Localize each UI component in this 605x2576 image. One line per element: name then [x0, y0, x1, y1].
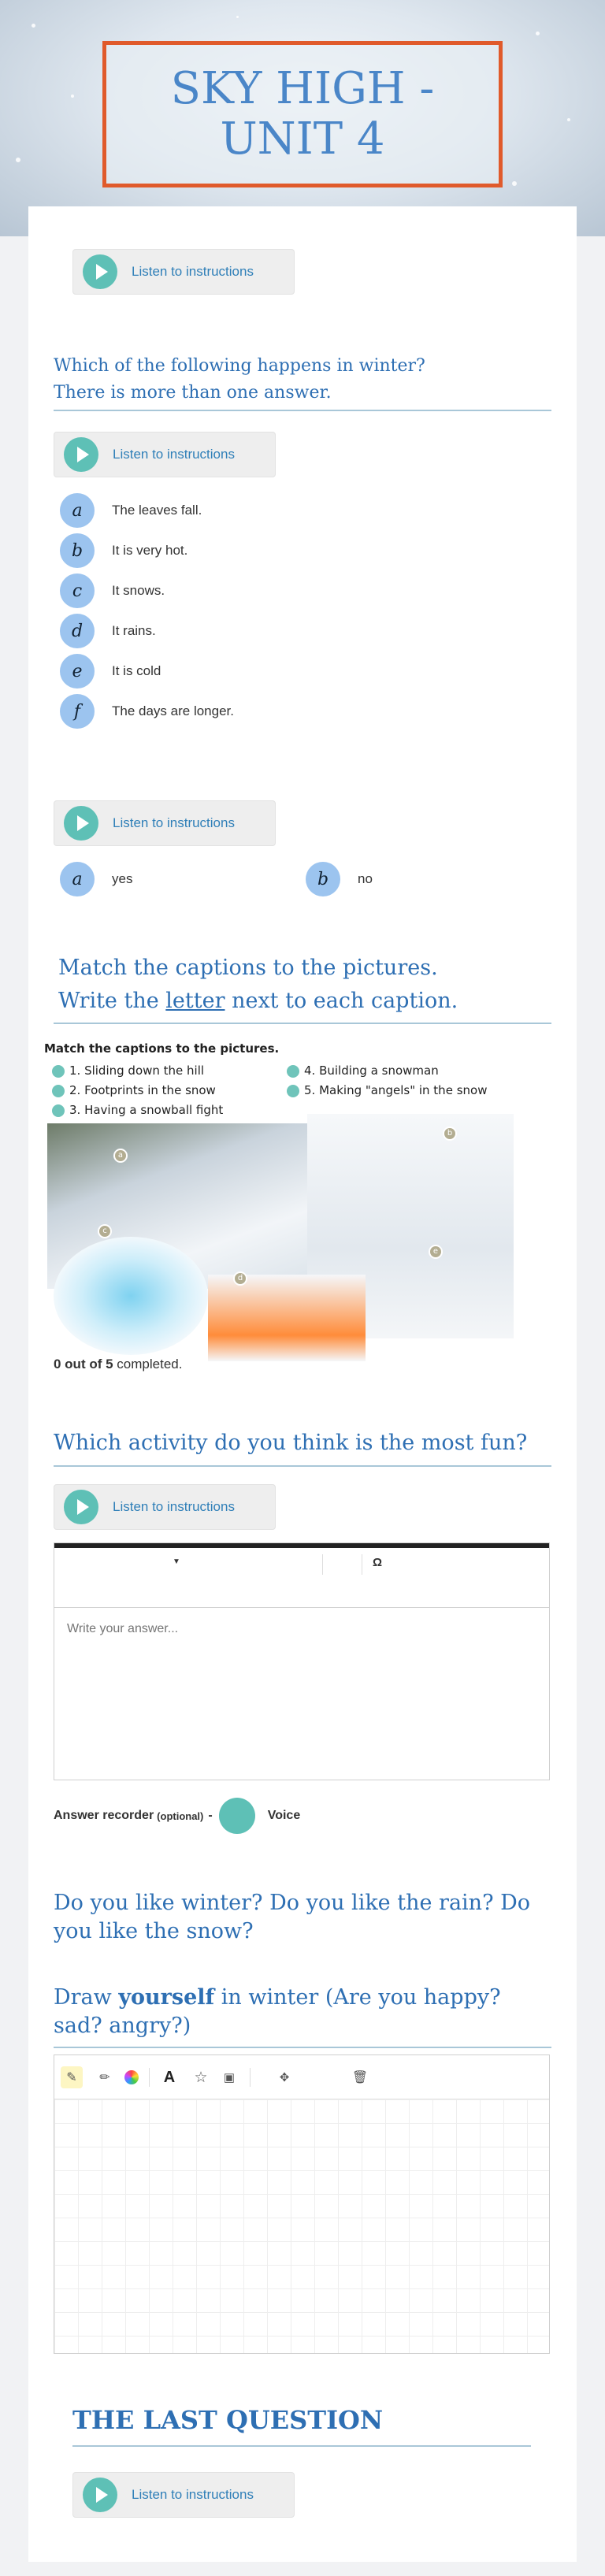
- option-letter-badge: f: [60, 694, 95, 729]
- play-icon: [83, 254, 117, 289]
- option-c[interactable]: c It snows.: [60, 573, 165, 608]
- question3-title: Match the captions to the pictures. Write the letter next to each caption.: [58, 956, 458, 1013]
- drop-target[interactable]: [52, 1085, 65, 1097]
- photo-letter-dot: d: [233, 1271, 247, 1286]
- photo-letter-dot: c: [98, 1224, 112, 1238]
- option-letter-badge: e: [60, 654, 95, 689]
- option-b[interactable]: b It is very hot.: [60, 533, 187, 568]
- option-yes[interactable]: a yes: [60, 862, 132, 896]
- image-insert-icon[interactable]: ▣: [223, 2071, 236, 2084]
- drop-target[interactable]: [287, 1065, 299, 1078]
- editor-toolbar: [54, 1548, 549, 1608]
- caption-1: 1. Sliding down the hill: [52, 1063, 204, 1078]
- title-box: [102, 41, 503, 187]
- record-button[interactable]: [219, 1798, 255, 1834]
- caption-5: 5. Making "angels" in the snow: [287, 1083, 487, 1097]
- play-icon: [64, 437, 98, 472]
- photo-letter-dot: a: [113, 1149, 128, 1163]
- matching-image: Match the captions to the pictures. 1. Sliding down the hill 2. Footprints in the snow 3. Having a snowball fight 4. Building a snowman 5. Making "angels" in the snow a b c d e: [35, 1038, 520, 1361]
- divider: [54, 1023, 551, 1024]
- drawing-grid[interactable]: [54, 2099, 549, 2353]
- photo-sledding: [208, 1275, 366, 1361]
- photo-snow-angel: [54, 1237, 208, 1355]
- question6-title: Draw yourself in winter (Are you happy? sad? angry?): [54, 1985, 501, 2038]
- star-stamp-icon[interactable]: ☆: [194, 2069, 208, 2086]
- caption-4: 4. Building a snowman: [287, 1063, 439, 1078]
- divider: [54, 410, 551, 411]
- listen-button[interactable]: Listen to instructions: [72, 2472, 295, 2518]
- option-letter-badge: b: [306, 862, 340, 896]
- option-letter-badge: b: [60, 533, 95, 568]
- option-no[interactable]: b no: [306, 862, 373, 896]
- divider: [54, 1465, 551, 1467]
- play-icon: [64, 806, 98, 841]
- listen-button[interactable]: Listen to instructions: [54, 800, 276, 846]
- option-letter-badge: a: [60, 493, 95, 528]
- listen-button[interactable]: Listen to instructions: [72, 249, 295, 295]
- drawing-toolbar: [54, 2055, 549, 2099]
- pencil-icon[interactable]: ✏: [99, 2071, 110, 2084]
- answer-editor[interactable]: [54, 1542, 550, 1780]
- dropdown-arrow-icon[interactable]: ▼: [173, 1557, 180, 1566]
- color-picker-icon[interactable]: [121, 2066, 143, 2088]
- last-question-title: THE LAST QUESTION: [72, 2405, 384, 2435]
- drop-target[interactable]: [287, 1085, 299, 1097]
- option-e[interactable]: e It is cold: [60, 654, 161, 689]
- highlighter-icon[interactable]: ✎: [61, 2066, 83, 2088]
- question1-title: Which of the following happens in winter? There is more than one answer.: [54, 356, 425, 403]
- toolbar-separator: [250, 2068, 251, 2087]
- photo-letter-dot: e: [429, 1245, 443, 1259]
- divider: [54, 2047, 551, 2048]
- play-icon: [64, 1490, 98, 1524]
- question4-title: Which activity do you think is the most fun?: [54, 1431, 528, 1455]
- toolbar-separator: [322, 1554, 323, 1575]
- option-letter-badge: a: [60, 862, 95, 896]
- drop-target[interactable]: [52, 1065, 65, 1078]
- special-character-icon[interactable]: Ω: [373, 1556, 383, 1569]
- drawing-canvas[interactable]: [54, 2054, 550, 2354]
- answer-recorder: Answer recorder (optional) - Voice: [54, 1798, 300, 1834]
- option-f[interactable]: f The days are longer.: [60, 694, 234, 729]
- photo-letter-dot: b: [443, 1127, 457, 1141]
- answer-input[interactable]: [54, 1608, 549, 1780]
- move-icon[interactable]: ✥: [279, 2071, 290, 2084]
- question5-text: Do you like winter? Do you like the rain? Do you like the snow?: [54, 1891, 531, 1943]
- option-letter-badge: d: [60, 614, 95, 648]
- option-d[interactable]: d It rains.: [60, 614, 156, 648]
- text-tool-icon[interactable]: A: [163, 2068, 176, 2086]
- divider: [72, 2445, 531, 2447]
- drop-target[interactable]: [52, 1104, 65, 1117]
- option-letter-badge: c: [60, 573, 95, 608]
- option-a[interactable]: a The leaves fall.: [60, 493, 202, 528]
- listen-button[interactable]: Listen to instructions: [54, 432, 276, 477]
- progress-text: 0 out of 5 completed.: [54, 1357, 183, 1372]
- play-icon: [83, 2478, 117, 2512]
- toolbar-separator: [149, 2068, 150, 2087]
- caption-2: 2. Footprints in the snow: [52, 1083, 216, 1097]
- header-banner: [0, 0, 605, 236]
- trash-icon[interactable]: 🗑: [351, 2071, 369, 2084]
- listen-button[interactable]: Listen to instructions: [54, 1484, 276, 1530]
- caption-3: 3. Having a snowball fight: [52, 1103, 223, 1117]
- worksheet-card: [28, 206, 577, 2562]
- page-title: SKY HIGH - UNIT 4: [170, 63, 435, 165]
